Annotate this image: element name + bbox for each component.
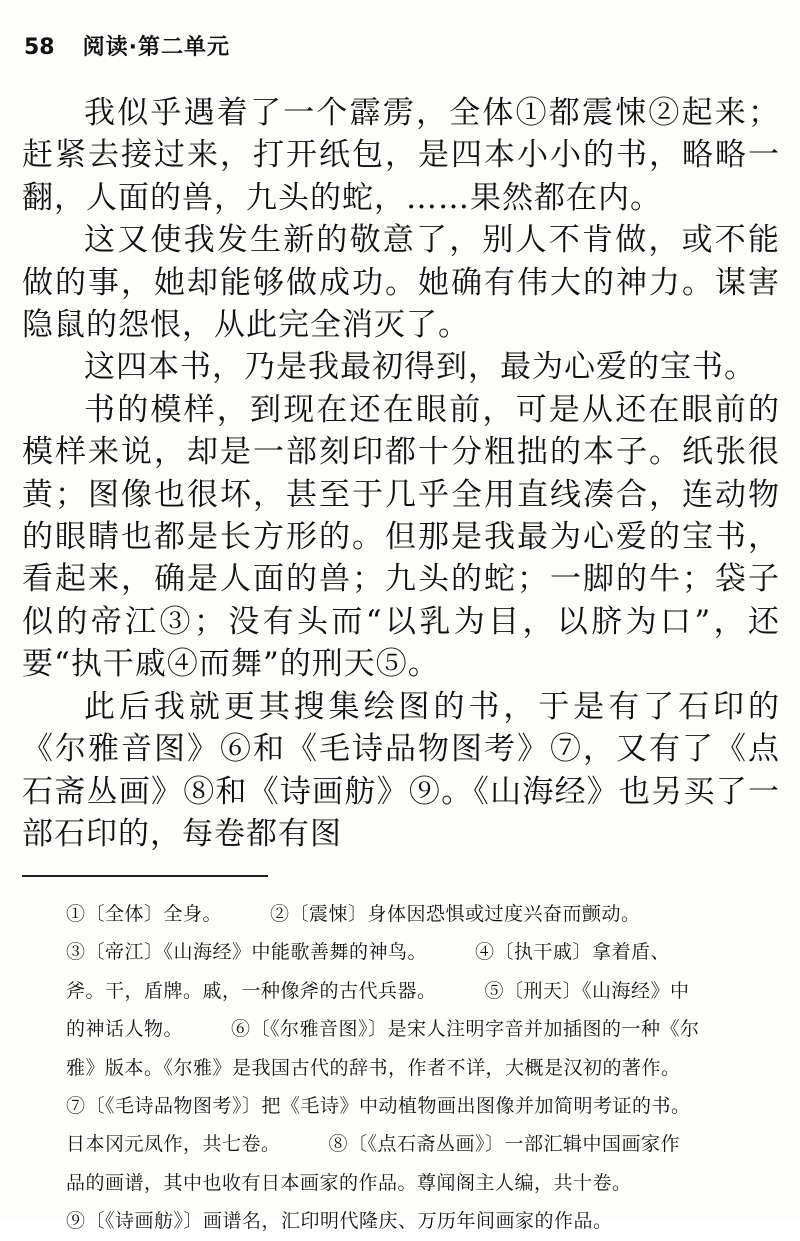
footnote-text: ⑦〔《毛诗品物图考》〕把《毛诗》中动植物画出图像并加简明考证的书。 bbox=[66, 1095, 691, 1118]
paragraph: 书的模样，到现在还在眼前，可是从还在眼前的模样来说，却是一部刻印都十分粗拙的本子。纸张很黄；图像也很坏，甚至于几乎全用直线凑合，连动物的眼睛也都是长方形的。但那是我最为心爱的宝书，看起来，确是人面的兽；九头的蛇；一脚的牛；袋子似的帝江③；没有头而“以乳为目，以脐为口”，还要“执干戚④而舞”的刑天⑤。 bbox=[22, 391, 780, 683]
footnote-line bbox=[66, 1125, 778, 1163]
footnote-text: ①〔全体〕全身。 bbox=[66, 903, 223, 925]
running-title: 阅读·第二单元 bbox=[82, 35, 230, 60]
paragraph: 我似乎遇着了一个霹雳，全体①都震悚②起来；赶紧去接过来，打开纸包，是四本小小的书，略略一翻，人面的兽，九头的蛇，……果然都在内。 bbox=[22, 95, 780, 216]
footnote-text: ③〔帝江〕《山海经》中能歌善舞的神鸟。 bbox=[66, 941, 428, 964]
footnote-line bbox=[66, 972, 778, 1010]
footnote-text: 品的画谱，其中也收有日本画家的作品。尊闻阁主人编，共十卷。 bbox=[66, 1171, 632, 1194]
footnote-text: 的神话人物。 bbox=[66, 1018, 184, 1041]
footnote-text: ⑧〔《点石斋丛画》〕一部汇辑中国画家作 bbox=[328, 1133, 681, 1156]
footnote-text: ⑥〔《尔雅音图》〕是宋人注明字音并加插图的一种《尔 bbox=[231, 1018, 700, 1041]
page-number: 58 bbox=[24, 35, 55, 60]
footnote-text: ⑤〔刑天〕《山海经》中 bbox=[484, 979, 690, 1002]
footnote-line bbox=[66, 895, 778, 933]
paragraph: 这四本书，乃是我最初得到，最为心爱的宝书。 bbox=[84, 349, 756, 386]
page-header bbox=[24, 30, 230, 70]
footnote-divider bbox=[22, 875, 268, 877]
paragraph: 这又使我发生新的敬意了，别人不肯做，或不能做的事，她却能够做成功。她确有伟大的神力。谋害隐鼠的怨恨，从此完全消灭了。 bbox=[22, 222, 780, 344]
footnote-line bbox=[66, 1164, 778, 1202]
footnote-line bbox=[66, 1010, 778, 1048]
footnote-text: 日本冈元凤作，共七卷。 bbox=[66, 1133, 281, 1156]
footnote-text: 雅》版本。《尔雅》是我国古代的辞书，作者不详，大概是汉初的著作。 bbox=[66, 1056, 681, 1079]
footnotes bbox=[66, 895, 778, 1241]
paragraph: 此后我就更其搜集绘图的书，于是有了石印的《尔雅音图》⑥和《毛诗品物图考》⑦，又有了《点石斋丛画》⑧和《诗画舫》⑨。《山海经》也另买了一部石印的，每卷都有图 bbox=[22, 688, 780, 852]
footnote-line bbox=[66, 1202, 778, 1240]
footnote-text: ⑨〔《诗画舫》〕画谱名，汇印明代隆庆、万历年间画家的作品。 bbox=[66, 1210, 613, 1233]
footnote-line bbox=[66, 933, 778, 971]
footnote-text: ②〔震悚〕身体因恐惧或过度兴奋而颤动。 bbox=[270, 903, 641, 925]
footnote-text: 斧。干，盾牌。戚，一种像斧的古代兵器。 bbox=[66, 979, 437, 1002]
main-text bbox=[22, 92, 780, 855]
footnote-line bbox=[66, 1087, 778, 1125]
footnote-line bbox=[66, 1049, 778, 1087]
footnote-text: ④〔执干戚〕拿着盾、 bbox=[475, 941, 671, 964]
